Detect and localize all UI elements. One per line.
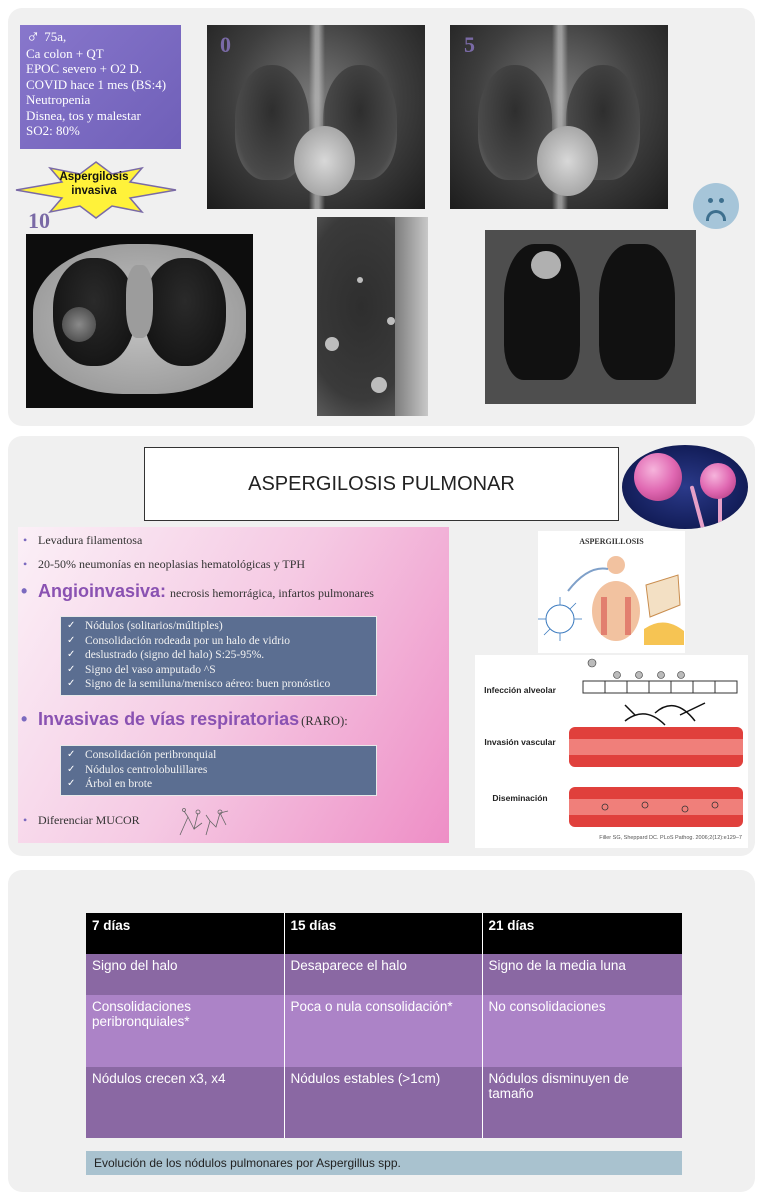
day-label-0: 0 bbox=[220, 32, 231, 57]
chest-xray-day-5 bbox=[450, 25, 668, 209]
diagnosis-label: Aspergilosis invasiva bbox=[59, 171, 129, 197]
day-label-10: 10 bbox=[28, 208, 50, 233]
checklist-item: ✓ Consolidación peribronquial bbox=[85, 748, 372, 763]
angioinvasive-signs-box bbox=[60, 616, 377, 696]
ct-coronal bbox=[485, 230, 696, 404]
aspergillus-micrograph bbox=[622, 445, 748, 529]
bullet-pneumonia-rate: • 20-50% neumonías en neoplasias hematológicas y TPH bbox=[38, 557, 305, 572]
mucor-sketch-icon bbox=[176, 807, 234, 837]
checklist-item: ✓ deslustrado (signo del halo) S:25-95%. bbox=[85, 648, 372, 663]
sad-face-icon bbox=[693, 183, 739, 229]
table-cell: No consolidaciones bbox=[482, 995, 682, 1067]
nodule-evolution-table bbox=[86, 913, 682, 1138]
aspergillosis-infection-diagram: ASPERGILLOSIS bbox=[538, 531, 685, 653]
table-cell: Signo de la media luna bbox=[482, 954, 682, 995]
patient-line: 75a, bbox=[44, 29, 67, 44]
ct-zoom-nodule bbox=[317, 217, 428, 416]
table-row bbox=[86, 954, 682, 995]
column-header: 15 días bbox=[284, 913, 482, 954]
patient-line: EPOC severo + O2 D. bbox=[26, 61, 143, 76]
stage-label: Diseminación bbox=[492, 793, 548, 803]
table-header-row bbox=[86, 913, 682, 954]
section-title: ASPERGILOSIS PULMONAR bbox=[144, 447, 619, 521]
day-label-5: 5 bbox=[464, 32, 475, 57]
patient-line: COVID hace 1 mes (BS:4) bbox=[26, 76, 167, 92]
bullet-mucor: • Diferenciar MUCOR bbox=[38, 813, 140, 828]
table-cell: Nódulos estables (>1cm) bbox=[284, 1067, 482, 1138]
chest-ct-axial bbox=[26, 234, 253, 408]
patient-line: SO2: 80% bbox=[26, 123, 80, 138]
bullet-filamentous: • Levadura filamentosa bbox=[38, 533, 142, 548]
patient-info-box bbox=[20, 25, 181, 149]
table-cell: Nódulos crecen x3, x4 bbox=[86, 1067, 284, 1138]
table-cell: Consolidaciones peribronquiales* bbox=[86, 995, 284, 1067]
patient-line: Disnea, tos y malestar bbox=[26, 107, 141, 123]
table-cell: Signo del halo bbox=[86, 954, 284, 995]
table-caption: Evolución de los nódulos pulmonares por Aspergillus spp. bbox=[86, 1151, 682, 1175]
table-cell: Desaparece el halo bbox=[284, 954, 482, 995]
patient-line: Neutropenia bbox=[26, 92, 91, 107]
stage-label: Invasión vascular bbox=[484, 737, 556, 747]
patient-line: Ca colon + QT bbox=[26, 45, 104, 61]
stage-label: Infección alveolar bbox=[484, 685, 556, 695]
bullet-angioinvasive: • Angioinvasiva: necrosis hemorrágica, infartos pulmonares bbox=[38, 581, 374, 602]
table-cell: Poca o nula consolidación* bbox=[284, 995, 482, 1067]
male-symbol-icon: ♂ bbox=[26, 27, 41, 48]
checklist-item: ✓ Árbol en brote bbox=[85, 777, 372, 792]
table-row bbox=[86, 995, 682, 1067]
pathogenesis-diagram bbox=[475, 655, 748, 848]
table-row bbox=[86, 1067, 682, 1138]
checklist-item: ✓ Nódulos centrolobulillares bbox=[85, 763, 372, 778]
chest-xray-day-0 bbox=[207, 25, 425, 209]
column-header: 7 días bbox=[86, 913, 284, 954]
checklist-item: ✓ Nódulos (solitarios/múltiples) bbox=[85, 619, 372, 634]
airway-signs-box bbox=[60, 745, 377, 796]
column-header: 21 días bbox=[482, 913, 682, 954]
checklist-item: ✓ Signo de la semiluna/menisco aéreo: buen pronóstico bbox=[85, 677, 372, 692]
checklist-item: ✓ Consolidación rodeada por un halo de vidrio bbox=[85, 634, 372, 649]
diagram-citation: Filler SG, Sheppard DC. PLoS Pathog. 2006;2(12):e129–7 bbox=[599, 835, 742, 841]
bullet-airway-invasive: • Invasivas de vías respiratorias (RARO): bbox=[38, 709, 348, 730]
checklist-item: ✓ Signo del vaso amputado ^S bbox=[85, 663, 372, 678]
table-cell: Nódulos disminuyen de tamaño bbox=[482, 1067, 682, 1138]
